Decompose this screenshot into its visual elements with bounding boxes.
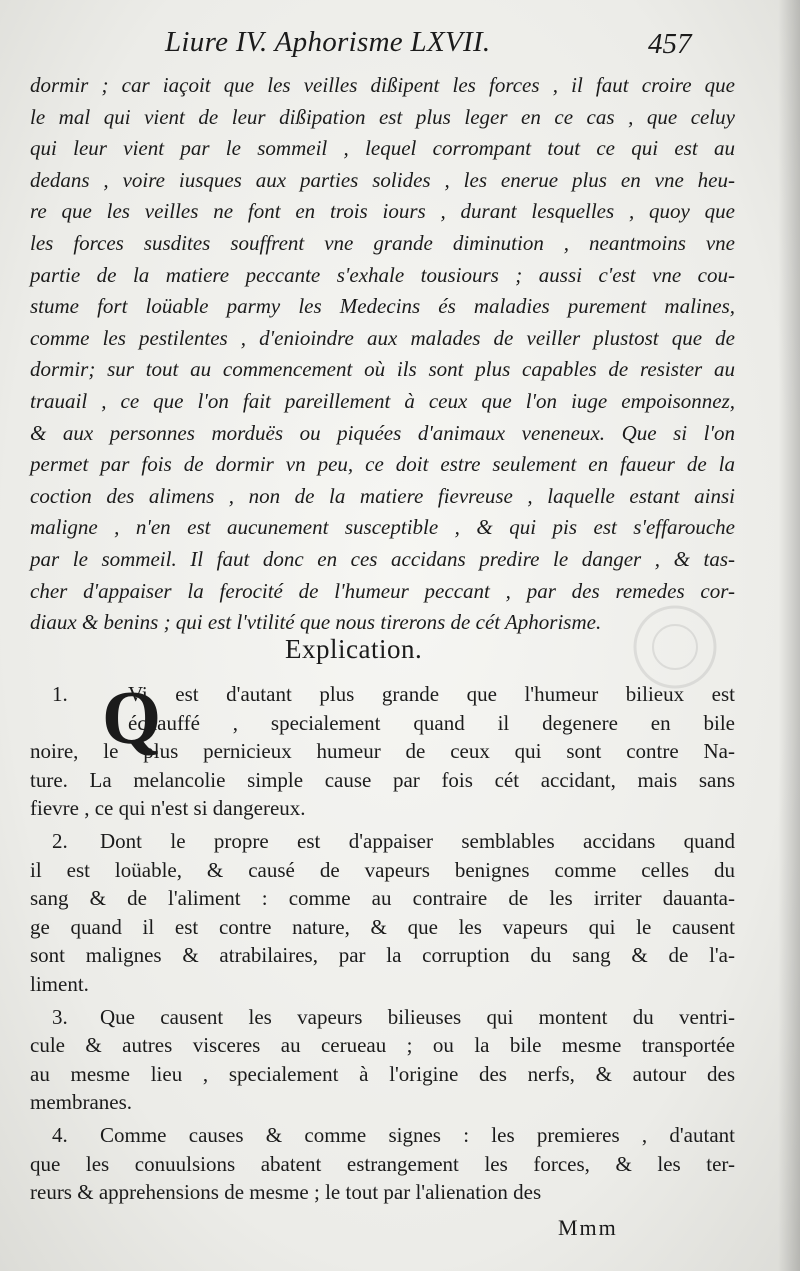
drop-cap: Q [102, 676, 162, 760]
text-line [30, 1003, 735, 1032]
paragraph-number: 3. [52, 1004, 68, 1029]
signature-mark: Mmm [558, 1215, 618, 1240]
text-line: comme les pestilentes , d'enioindre aux malades de veiller plustost que de [30, 325, 735, 350]
text-line: partie de la matiere peccante s'exhale tousiours ; aussi c'est vne cou- [30, 262, 735, 287]
text-line: par le sommeil. Il faut donc en ces accidans predire le danger , & tas- [30, 546, 735, 571]
text-line: les forces susdites souffrent vne grande diminution , neantmoins vne [30, 230, 735, 255]
text-line: dedans , voire iusques aux parties solides , les enerue plus en vne heu- [30, 167, 735, 192]
text-line: noire, le plus pernicieux humeur de ceux qui sont contre Na- [30, 739, 735, 764]
paragraph-text: Vi est d'autant plus grande que l'humeur bilieux est [128, 682, 735, 706]
text-line: sont malignes & atrabilaires, par la corruption du sang & de l'a- [30, 943, 735, 968]
text-line: permet par fois de dormir vn peu, ce doit estre seulement en faueur de la [30, 452, 735, 477]
paragraph-gap [30, 1207, 735, 1211]
text-line: il est loüable, & causé de vapeurs benignes comme celles du [30, 857, 735, 882]
text-line: fievre , ce qui n'est si dangereux. [30, 796, 306, 821]
page-number: 457 [648, 28, 692, 60]
text-line: cher d'appaiser la ferocité de l'humeur peccant , par des remedes cor- [30, 578, 735, 603]
paragraph-number: 4. [52, 1122, 68, 1147]
text-line: membranes. [30, 1090, 133, 1115]
text-line: stume fort loüable parmy les Medecins és maladies purement malines, [30, 294, 735, 319]
paragraph-number: 1. [52, 682, 68, 706]
paragraph-text: Que causent les vapeurs bilieuses qui montent du ventri- [100, 1004, 735, 1029]
text-line: que les conuulsions abatent estrangement les forces, & les ter- [30, 1151, 735, 1176]
text-line: échauffé , specialement quand il degenere en bile [128, 710, 735, 735]
text-line: ture. La melancolie simple cause par fois cét accidant, mais sans [30, 767, 735, 792]
text-line [30, 1121, 735, 1150]
text-line: coction des alimens , non de la matiere fievreuse , laquelle estant ainsi [30, 483, 735, 508]
text-line: diaux & benins ; qui est l'vtilité que nous tirerons de cét Aphorisme. [30, 610, 602, 635]
text-line [30, 827, 735, 856]
text-line: reurs & apprehensions de mesme ; le tout par l'alienation des [30, 1180, 542, 1205]
text-line: sang & de l'aliment : comme au contraire de les irriter dauanta- [30, 886, 735, 911]
text-line: dormir ; car iaçoit que les veilles dißipent les forces , il faut croire que [30, 73, 735, 97]
paragraph-number: 2. [52, 828, 68, 853]
explication-text [30, 676, 735, 1211]
text-line [30, 680, 735, 709]
running-head: Liure IV. Aphorisme LXVII. [165, 26, 491, 58]
text-line: cule & autres visceres au cerueau ; ou la bile mesme transportée [30, 1033, 735, 1058]
text-line: & aux personnes morduës ou piquées d'animaux veneneux. Que si l'on [30, 420, 735, 445]
text-line: maligne , n'en est aucunement susceptible , & qui pis est s'effarouche [30, 515, 735, 540]
text-line: re que les veilles ne font en trois iours , durant lesquelles , quoy que [30, 199, 735, 224]
text-line: dormir; sur tout au commencement où ils sont plus capables de resister au [30, 357, 735, 382]
text-line: le mal qui vient de leur dißipation est plus leger en ce cas , que celuy [30, 104, 735, 129]
text-line: qui leur vient par le sommeil , lequel corrompant tout ce qui est au [30, 136, 735, 161]
text-line: liment. [30, 971, 89, 996]
commentary-text [30, 70, 735, 639]
text-line: au mesme lieu , specialement à l'origine des nerfs, & autour des [30, 1061, 735, 1086]
page-edge-shadow [778, 0, 800, 1271]
text-line: trauail , ce que l'on fait pareillement à ceux que l'on iuge empoisonnez, [30, 388, 735, 413]
paragraph-text: Dont le propre est d'appaiser semblables accidans quand [100, 828, 735, 853]
paragraph-text: Comme causes & comme signes : les premieres , d'autant [100, 1122, 735, 1147]
section-heading: Explication. [285, 634, 423, 664]
text-line: ge quand il est contre nature, & que les vapeurs qui le causent [30, 914, 735, 939]
